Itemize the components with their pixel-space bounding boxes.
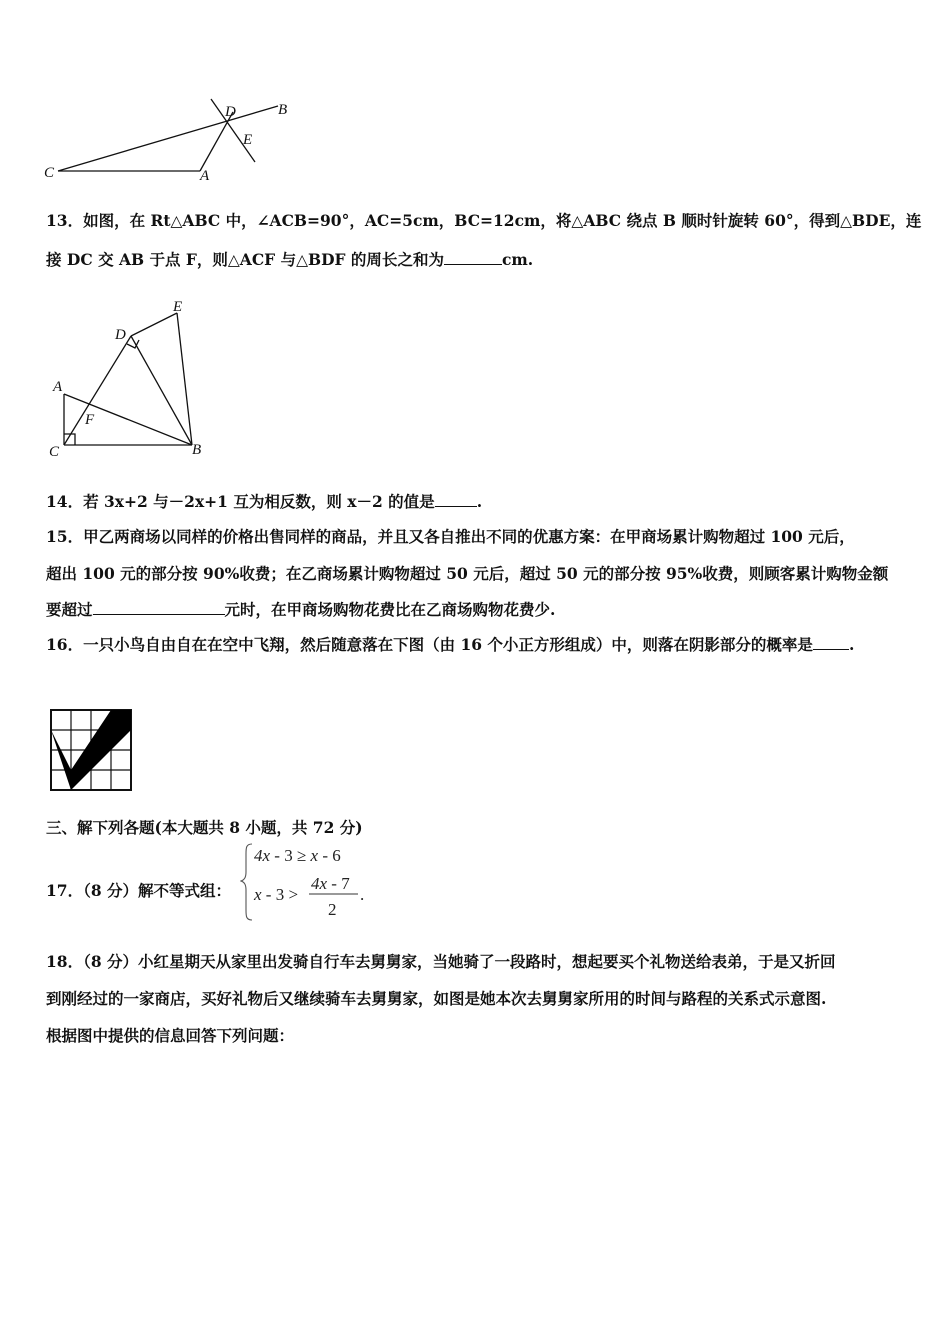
q13-line2-text: 接 DC 交 AB 于点 F，则△ACF 与△BDF 的周长之和为 — [46, 250, 444, 269]
q14-text: 14．若 3x+2 与－2x+1 互为相反数，则 x－2 的值是 — [46, 492, 435, 511]
q15-line2: 超出 100 元的部分按 90%收费；在乙商场累计购物超过 50 元后，超过 50 元的部分按 95%收费，则顾客累计购物金额 — [46, 564, 889, 583]
label-a: A — [200, 168, 210, 184]
q18-line1: 18．（8 分）小红星期天从家里出发骑自行车去舅舅家，当她骑了一段路时，想起要买个礼物送给表弟，于是又折回 — [46, 952, 836, 971]
q18-line2: 到刚经过的一家商店，买好礼物后又继续骑车去舅舅家，如图是她本次去舅舅家所用的时间与路程的关系式示意图. — [46, 989, 827, 1008]
label-f: F — [85, 412, 95, 428]
q13-line2 — [46, 250, 533, 270]
ineq1: 4x - 3 ≥ x - 6 — [254, 846, 341, 865]
q15-answer-blank[interactable] — [93, 600, 225, 615]
q17-inequality-system — [240, 840, 380, 924]
q13-answer-blank[interactable] — [444, 250, 502, 265]
segment-de — [131, 313, 177, 336]
q14-answer-blank[interactable] — [435, 492, 477, 507]
q13-line1: 13．如图，在 Rt△ABC 中，∠ACB=90°，AC=5cm，BC=12cm，将△ABC 绕点 B 顺时针旋转 60°，得到△BDE，连 — [46, 211, 922, 230]
q14-end: . — [476, 492, 483, 511]
q18-line3: 根据图中提供的信息回答下列问题： — [46, 1026, 295, 1045]
ineq-period: . — [360, 885, 365, 904]
system-brace — [241, 844, 252, 920]
label-a: A — [53, 379, 63, 395]
q17-label: 17．（8 分）解不等式组： — [46, 881, 232, 900]
ineq2-left: x - 3 > — [254, 885, 299, 904]
q15-line3-text: 要超过 — [46, 600, 93, 619]
figure-q16-grid — [50, 709, 134, 792]
q15-line3 — [46, 600, 555, 620]
label-c: C — [49, 444, 60, 460]
label-d: D — [115, 327, 126, 343]
figure-q13-rotation — [40, 295, 220, 465]
segment-bd — [131, 336, 192, 445]
q16 — [46, 635, 854, 655]
figure-q12-triangle — [40, 94, 300, 186]
section-3-heading: 三、解下列各题(本大题共 8 小题，共 72 分) — [46, 818, 363, 837]
q15-line3-end: 元时，在甲商场购物花费比在乙商场购物花费少. — [224, 600, 556, 619]
q13-unit: cm. — [501, 250, 534, 269]
ineq2-numerator: 4x - 7 — [311, 874, 350, 893]
label-c: C — [44, 165, 55, 181]
ineq2-denominator: 2 — [328, 900, 337, 919]
segment-dc — [64, 336, 131, 445]
label-b: B — [192, 442, 202, 458]
q16-text: 16．一只小鸟自由自在在空中飞翔，然后随意落在下图（由 16 个小正方形组成）中，则落在阴影部分的概率是 — [46, 635, 813, 654]
q16-answer-blank[interactable] — [813, 635, 849, 650]
label-e: E — [243, 132, 253, 148]
label-d: D — [225, 104, 236, 120]
q14 — [46, 492, 482, 512]
q15-line1: 15．甲乙两商场以同样的价格出售同样的商品，并且又各自推出不同的优惠方案：在甲商场累计购物超过 100 元后， — [46, 527, 855, 546]
segment-ab — [200, 112, 233, 171]
label-e: E — [173, 299, 183, 315]
q16-end: . — [848, 635, 855, 654]
label-b: B — [278, 102, 288, 118]
segment-ab — [64, 394, 192, 445]
segment-eb — [177, 313, 192, 445]
